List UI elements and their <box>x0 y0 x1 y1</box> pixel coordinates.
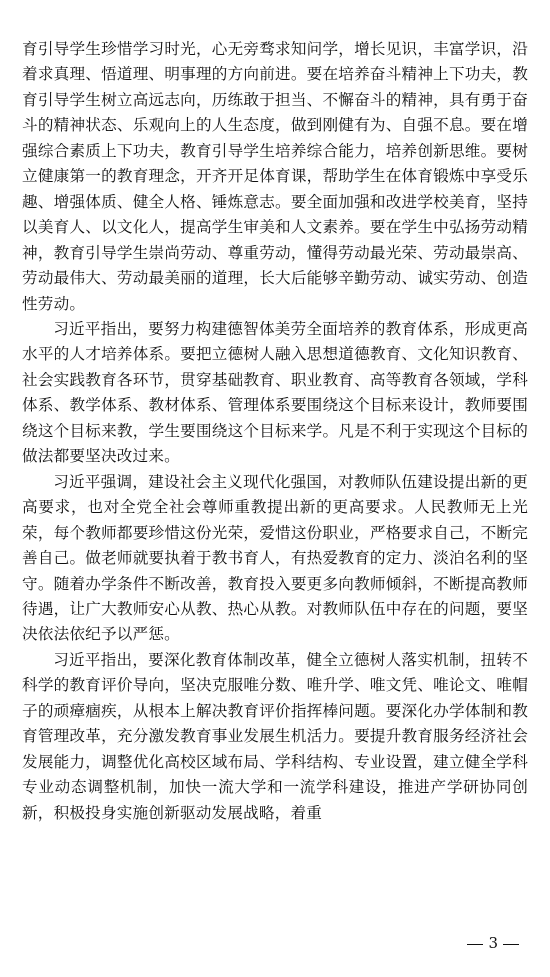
paragraph-1: 育引导学生珍惜学习时光，心无旁骛求知问学，增长见识，丰富学识，沿着求真理、悟道理、明事理的方向前进。要在培养奋斗精神上下功夫，教育引导学生树立高远志向，历练敢于担当、不懈奋斗的精神，具有勇于奋斗的精神状态、乐观向上的人生态度，做到刚健有为、自强不息。要在增强综合素质上下功夫，教育引导学生培养综合能力，培养创新思维。要树立健康第一的教育理念，开齐开足体育课，帮助学生在体育锻炼中享受乐趣、增强体质、健全人格、锤炼意志。要全面加强和改进学校美育，坚持以美育人、以文化人，提高学生审美和人文素养。要在学生中弘扬劳动精神，教育引导学生崇尚劳动、尊重劳动，懂得劳动最光荣、劳动最崇高、劳动最伟大、劳动最美丽的道理，长大后能够辛勤劳动、诚实劳动、创造性劳动。 <box>22 40 528 313</box>
paragraph-4: 习近平指出，要深化教育体制改革，健全立德树人落实机制，扭转不科学的教育评价导向，坚决克服唯分数、唯升学、唯文凭、唯论文、唯帽子的顽瘴痼疾，从根本上解决教育评价指挥棒问题。要深化办学体制和教育管理改革，充分激发教育事业发展生机活力。要提升教育服务经济社会发展能力，调整优化高校区域布局、学科结构、专业设置，建立健全学科专业动态调整机制，加快一流大学和一流学科建设，推进产学研协同创新，积极投身实施创新驱动发展战略，着重 <box>22 650 528 822</box>
paragraph-3: 习近平强调，建设社会主义现代化强国，对教师队伍建设提出新的更高要求，也对全党全社会尊师重教提出新的更高要求。人民教师无上光荣，每个教师都要珍惜这份光荣，爱惜这份职业，严格要求自己，不断完善自己。做老师就要执着于教书育人，有热爱教育的定力、淡泊名利的坚守。随着办学条件不断改善，教育投入要更多向教师倾斜，不断提高教师待遇，让广大教师安心从教、热心从教。对教师队伍中存在的问题，要坚决依法依纪予以严惩。 <box>22 472 528 644</box>
right-dash-divider <box>503 944 519 945</box>
page-number: 3 <box>488 934 498 952</box>
left-dash-divider <box>467 944 483 945</box>
page-number-footer <box>462 933 524 953</box>
paragraph-2: 习近平指出，要努力构建德智体美劳全面培养的教育体系，形成更高水平的人才培养体系。要把立德树人融入思想道德教育、文化知识教育、社会实践教育各环节，贯穿基础教育、职业教育、高等教育各领域，学科体系、教学体系、教材体系、管理体系要围绕这个目标来设计，教师要围绕这个目标来教，学生要围绕这个目标来学。凡是不利于实现这个目标的做法都要坚决改过来。 <box>22 319 528 466</box>
